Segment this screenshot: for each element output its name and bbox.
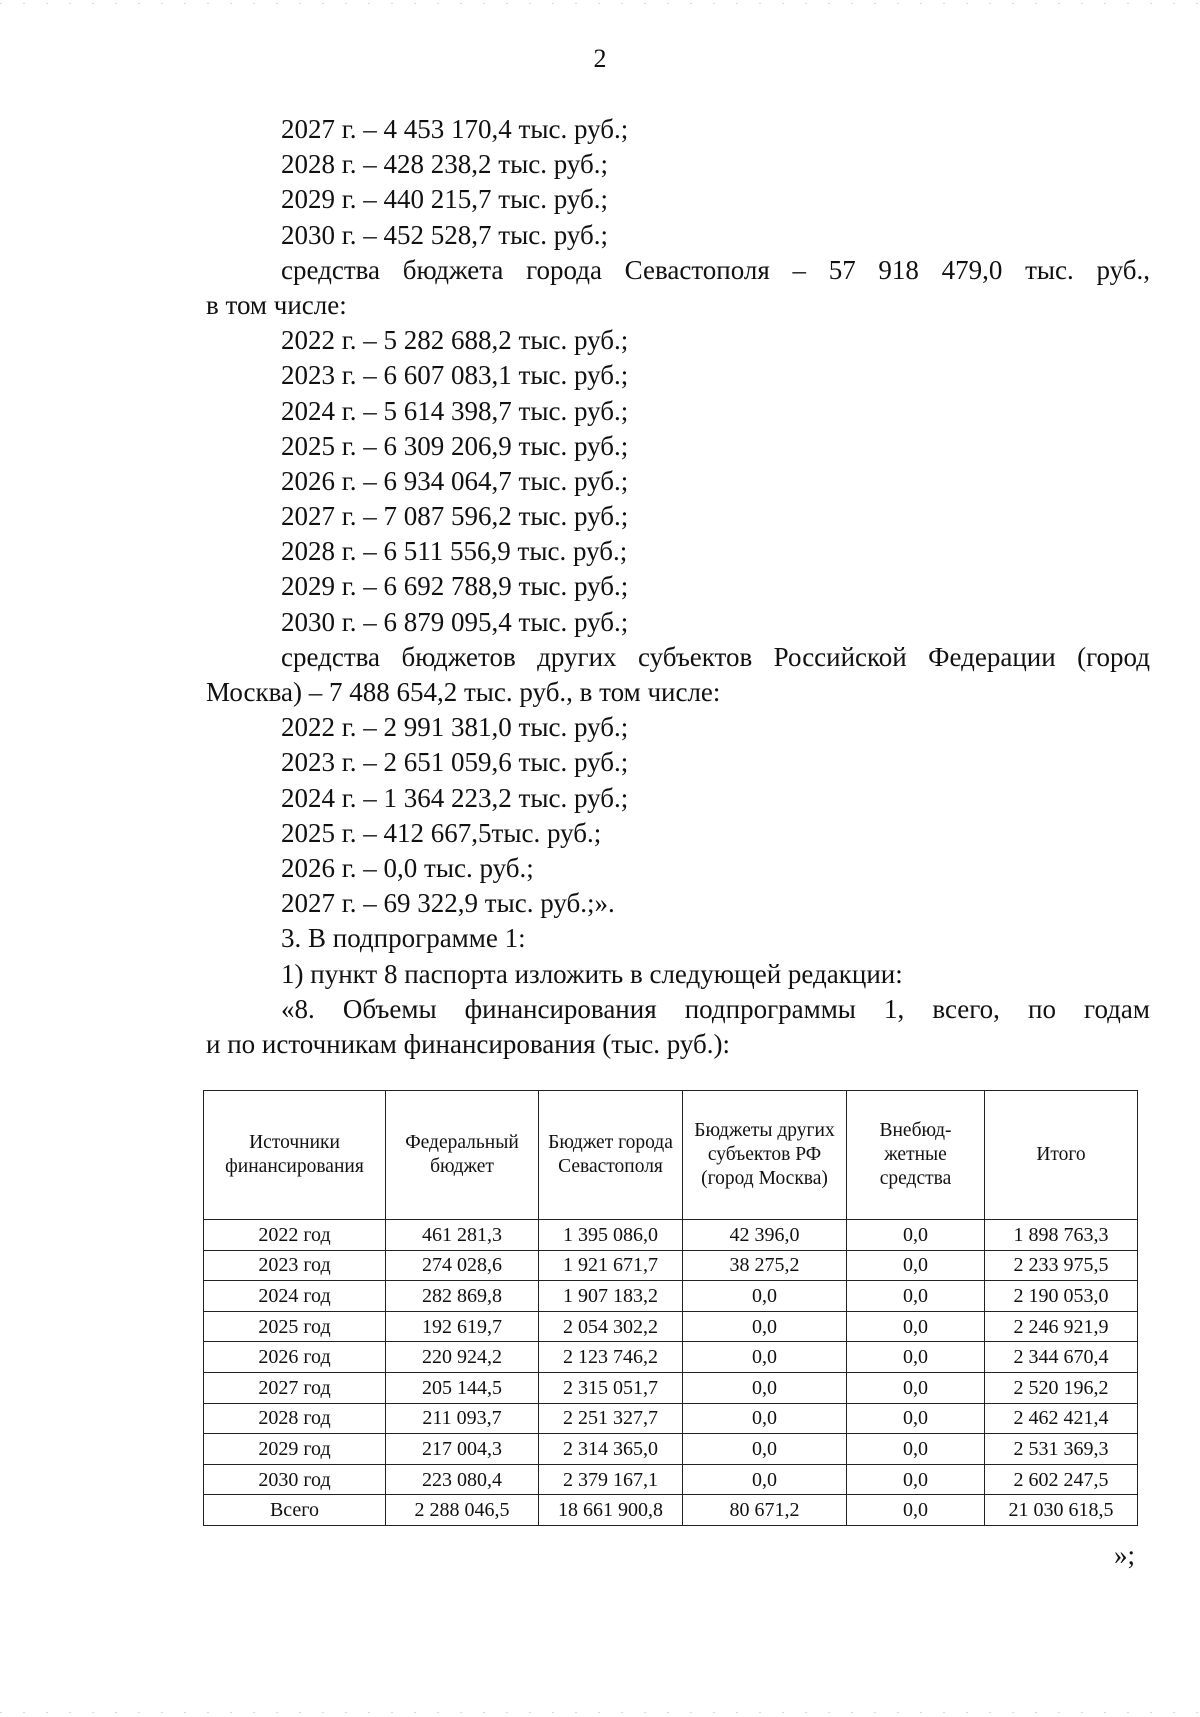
row-label: 2028 год bbox=[204, 1403, 386, 1434]
closing-quote: »; bbox=[1114, 1540, 1136, 1570]
table-row bbox=[204, 1434, 1138, 1465]
page-number: 2 bbox=[593, 44, 607, 73]
sevastopol-budget-cell: 1 395 086,0 bbox=[539, 1220, 683, 1251]
other-subjects-cell: 0,0 bbox=[683, 1342, 847, 1373]
text-line: и по источникам финансирования (тыс. руб.): bbox=[206, 1028, 730, 1059]
total-cell: 1 898 763,3 bbox=[985, 1220, 1138, 1251]
text-line: 2028 г. – 428 238,2 тыс. руб.; bbox=[281, 149, 608, 180]
sevastopol-budget-cell: 2 054 302,2 bbox=[539, 1311, 683, 1342]
table-row bbox=[204, 1311, 1138, 1342]
text-line: 2024 г. – 5 614 398,7 тыс. руб.; bbox=[281, 395, 629, 426]
extrabudgetary-cell: 0,0 bbox=[847, 1464, 985, 1495]
sevastopol-budget-cell: 2 379 167,1 bbox=[539, 1464, 683, 1495]
financing-table bbox=[203, 1090, 1138, 1526]
text-line: 2027 г. – 4 453 170,4 тыс. руб.; bbox=[281, 114, 629, 144]
text-line: 1) пункт 8 паспорта изложить в следующей редакции: bbox=[281, 958, 903, 989]
federal-budget-cell: 223 080,4 bbox=[386, 1464, 539, 1495]
row-label: 2030 год bbox=[204, 1464, 386, 1495]
table-row bbox=[204, 1495, 1138, 1526]
text-line: 2022 г. – 5 282 688,2 тыс. руб.; bbox=[281, 325, 629, 356]
table-row bbox=[204, 1220, 1138, 1251]
text-line: 2027 г. – 69 322,9 тыс. руб.;». bbox=[281, 888, 615, 919]
row-label: 2029 год bbox=[204, 1434, 386, 1465]
text-line: «8. Объемы финансирования подпрограммы 1, всего, по годам bbox=[281, 993, 1150, 1024]
other-subjects-cell: 0,0 bbox=[683, 1464, 847, 1495]
total-cell: 2 246 921,9 bbox=[985, 1311, 1138, 1342]
sevastopol-budget-cell: 2 314 365,0 bbox=[539, 1434, 683, 1465]
sevastopol-budget-cell: 18 661 900,8 bbox=[539, 1495, 683, 1526]
other-subjects-cell: 0,0 bbox=[683, 1403, 847, 1434]
federal-budget-cell: 2 288 046,5 bbox=[386, 1495, 539, 1526]
row-label: Всего bbox=[204, 1495, 386, 1526]
total-cell: 2 462 421,4 bbox=[985, 1403, 1138, 1434]
table-row bbox=[204, 1403, 1138, 1434]
row-label: 2022 год bbox=[204, 1220, 386, 1251]
row-label: 2024 год bbox=[204, 1281, 386, 1312]
header-federal-budget: Федеральный бюджет bbox=[386, 1091, 539, 1220]
total-cell: 2 190 053,0 bbox=[985, 1281, 1138, 1312]
table-row bbox=[204, 1464, 1138, 1495]
text-line: 2023 г. – 6 607 083,1 тыс. руб.; bbox=[281, 360, 629, 391]
federal-budget-cell: 274 028,6 bbox=[386, 1250, 539, 1281]
sevastopol-budget-cell: 2 251 327,7 bbox=[539, 1403, 683, 1434]
extrabudgetary-cell: 0,0 bbox=[847, 1250, 985, 1281]
federal-budget-cell: 217 004,3 bbox=[386, 1434, 539, 1465]
total-cell: 2 520 196,2 bbox=[985, 1372, 1138, 1403]
text-line: 2022 г. – 2 991 381,0 тыс. руб.; bbox=[281, 712, 629, 743]
table-row bbox=[204, 1342, 1138, 1373]
federal-budget-cell: 461 281,3 bbox=[386, 1220, 539, 1251]
federal-budget-cell: 220 924,2 bbox=[386, 1342, 539, 1373]
extrabudgetary-cell: 0,0 bbox=[847, 1434, 985, 1465]
extrabudgetary-cell: 0,0 bbox=[847, 1281, 985, 1312]
text-line: 2027 г. – 7 087 596,2 тыс. руб.; bbox=[281, 501, 629, 532]
sevastopol-budget-cell: 2 123 746,2 bbox=[539, 1342, 683, 1373]
text-line: 2026 г. – 6 934 064,7 тыс. руб.; bbox=[281, 465, 629, 496]
other-subjects-cell: 0,0 bbox=[683, 1281, 847, 1312]
federal-budget-cell: 192 619,7 bbox=[386, 1311, 539, 1342]
other-subjects-cell: 0,0 bbox=[683, 1372, 847, 1403]
text-line: 2025 г. – 412 667,5тыс. руб.; bbox=[281, 817, 602, 848]
row-label: 2026 год bbox=[204, 1342, 386, 1373]
federal-budget-cell: 205 144,5 bbox=[386, 1372, 539, 1403]
header-total: Итого bbox=[985, 1091, 1138, 1220]
row-label: 2025 год bbox=[204, 1311, 386, 1342]
text-line: в том числе: bbox=[206, 289, 347, 320]
scan-artifact-top bbox=[0, 3, 1200, 4]
body-text bbox=[206, 112, 1150, 1062]
sevastopol-budget-cell: 1 921 671,7 bbox=[539, 1250, 683, 1281]
other-subjects-cell: 0,0 bbox=[683, 1311, 847, 1342]
federal-budget-cell: 282 869,8 bbox=[386, 1281, 539, 1312]
total-cell: 2 233 975,5 bbox=[985, 1250, 1138, 1281]
header-sources: Источники финансирования bbox=[204, 1091, 386, 1220]
row-label: 2027 год bbox=[204, 1372, 386, 1403]
extrabudgetary-cell: 0,0 bbox=[847, 1372, 985, 1403]
text-line: Москва) – 7 488 654,2 тыс. руб., в том числе: bbox=[206, 677, 721, 707]
other-subjects-cell: 38 275,2 bbox=[683, 1250, 847, 1281]
text-line: 2030 г. – 6 879 095,4 тыс. руб.; bbox=[281, 606, 629, 637]
other-subjects-cell: 80 671,2 bbox=[683, 1495, 847, 1526]
header-sevastopol-budget: Бюджет города Севастополя bbox=[539, 1091, 683, 1220]
extrabudgetary-cell: 0,0 bbox=[847, 1495, 985, 1526]
table-header-row bbox=[204, 1091, 1138, 1220]
text-line: средства бюджетов других субъектов Российской Федерации (город bbox=[281, 641, 1150, 672]
text-line: 2025 г. – 6 309 206,9 тыс. руб.; bbox=[281, 430, 629, 461]
header-extrabudgetary: Внебюд-жетные средства bbox=[847, 1091, 985, 1220]
text-line: средства бюджета города Севастополя – 57 918 479,0 тыс. руб., bbox=[281, 254, 1150, 285]
text-line: 3. В подпрограмме 1: bbox=[281, 923, 526, 954]
text-line: 2029 г. – 440 215,7 тыс. руб.; bbox=[281, 184, 608, 215]
extrabudgetary-cell: 0,0 bbox=[847, 1220, 985, 1251]
table-row bbox=[204, 1281, 1138, 1312]
other-subjects-cell: 0,0 bbox=[683, 1434, 847, 1465]
scan-artifact-bottom bbox=[0, 1712, 1200, 1713]
text-line: 2028 г. – 6 511 556,9 тыс. руб.; bbox=[281, 536, 628, 567]
extrabudgetary-cell: 0,0 bbox=[847, 1342, 985, 1373]
table-row bbox=[204, 1250, 1138, 1281]
text-line: 2023 г. – 2 651 059,6 тыс. руб.; bbox=[281, 747, 629, 778]
text-line: 2030 г. – 452 528,7 тыс. руб.; bbox=[281, 219, 608, 250]
total-cell: 2 344 670,4 bbox=[985, 1342, 1138, 1373]
extrabudgetary-cell: 0,0 bbox=[847, 1311, 985, 1342]
federal-budget-cell: 211 093,7 bbox=[386, 1403, 539, 1434]
table-row bbox=[204, 1372, 1138, 1403]
text-line: 2026 г. – 0,0 тыс. руб.; bbox=[281, 852, 534, 883]
total-cell: 2 531 369,3 bbox=[985, 1434, 1138, 1465]
extrabudgetary-cell: 0,0 bbox=[847, 1403, 985, 1434]
other-subjects-cell: 42 396,0 bbox=[683, 1220, 847, 1251]
text-line: 2029 г. – 6 692 788,9 тыс. руб.; bbox=[281, 571, 629, 602]
header-other-subjects-budget: Бюджеты других субъектов РФ (город Москва) bbox=[683, 1091, 847, 1220]
total-cell: 21 030 618,5 bbox=[985, 1495, 1138, 1526]
sevastopol-budget-cell: 2 315 051,7 bbox=[539, 1372, 683, 1403]
row-label: 2023 год bbox=[204, 1250, 386, 1281]
text-line: 2024 г. – 1 364 223,2 тыс. руб.; bbox=[281, 782, 629, 813]
sevastopol-budget-cell: 1 907 183,2 bbox=[539, 1281, 683, 1312]
total-cell: 2 602 247,5 bbox=[985, 1464, 1138, 1495]
